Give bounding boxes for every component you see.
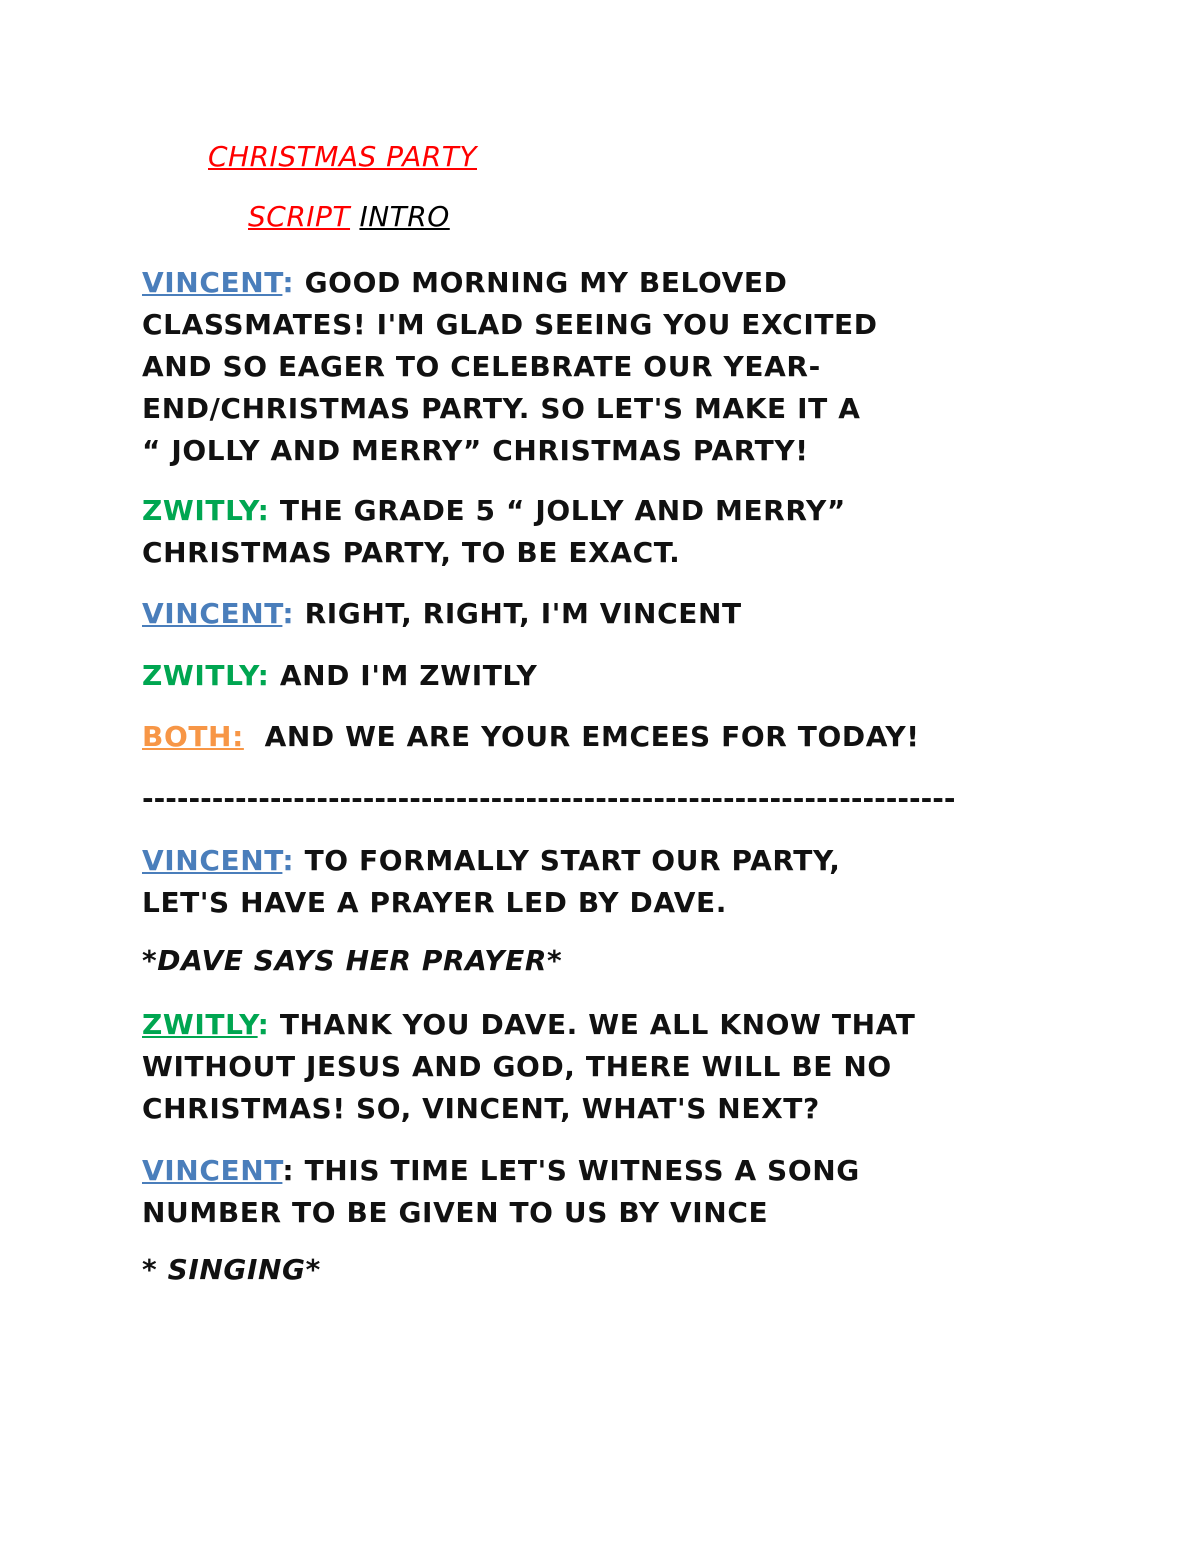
dialogue-vincent-1: VINCENT: GOOD MORNING MY BELOVED CLASSMATES! I'M GLAD SEEING YOU EXCITED AND SO EAGER TO CELEBRATE OUR YEAR- END/CHRISTMAS PARTY. SO LET'S MAKE IT A “ JOLLY AND MERRY” CHRISTMAS PARTY! [142,266,878,467]
section-divider: ---------------------------------------------------------------------- [142,782,956,815]
document-subtitle [248,200,450,233]
dialogue-zwitly-1: ZWITLY: THE GRADE 5 “ JOLLY AND MERRY” CHRISTMAS PARTY, TO BE EXACT. [142,494,846,569]
speaker-label-vincent: VINCENT: [142,844,295,877]
dialogue-vincent-3: VINCENT: TO FORMALLY START OUR PARTY, LET'S HAVE A PRAYER LED BY DAVE. [142,844,841,919]
speaker-label-vincent: VINCENT: [142,1154,295,1187]
speaker-label-vincent: VINCENT: [142,266,295,299]
document-title [208,140,477,173]
dialogue-zwitly-2: ZWITLY: AND I'M ZWITLY [142,659,538,692]
title-text: CHRISTMAS PARTY [208,140,477,173]
dialogue-zwitly-3: ZWITLY: THANK YOU DAVE. WE ALL KNOW THAT WITHOUT JESUS AND GOD, THERE WILL BE NO CHRISTMAS! SO, VINCENT, WHAT'S NEXT? [142,1008,916,1125]
dialogue-vincent-2: VINCENT: RIGHT, RIGHT, I'M VINCENT [142,597,742,630]
stage-direction-singing: * SINGING* [142,1253,321,1286]
speaker-label-zwitly: ZWITLY: [142,1008,270,1041]
speaker-label-vincent: VINCENT: [142,597,295,630]
dialogue-both: BOTH: AND WE ARE YOUR EMCEES FOR TODAY! [142,720,920,753]
subtitle-intro: INTRO [359,200,450,233]
dialogue-vincent-4: VINCENT: THIS TIME LET'S WITNESS A SONG NUMBER TO BE GIVEN TO US BY VINCE [142,1154,860,1229]
stage-direction-prayer: *DAVE SAYS HER PRAYER* [142,944,563,977]
subtitle-script: SCRIPT [248,200,351,233]
speaker-label-both: BOTH: [142,720,244,753]
speaker-label-zwitly: ZWITLY: [142,494,270,527]
speaker-label-zwitly: ZWITLY: [142,659,270,692]
